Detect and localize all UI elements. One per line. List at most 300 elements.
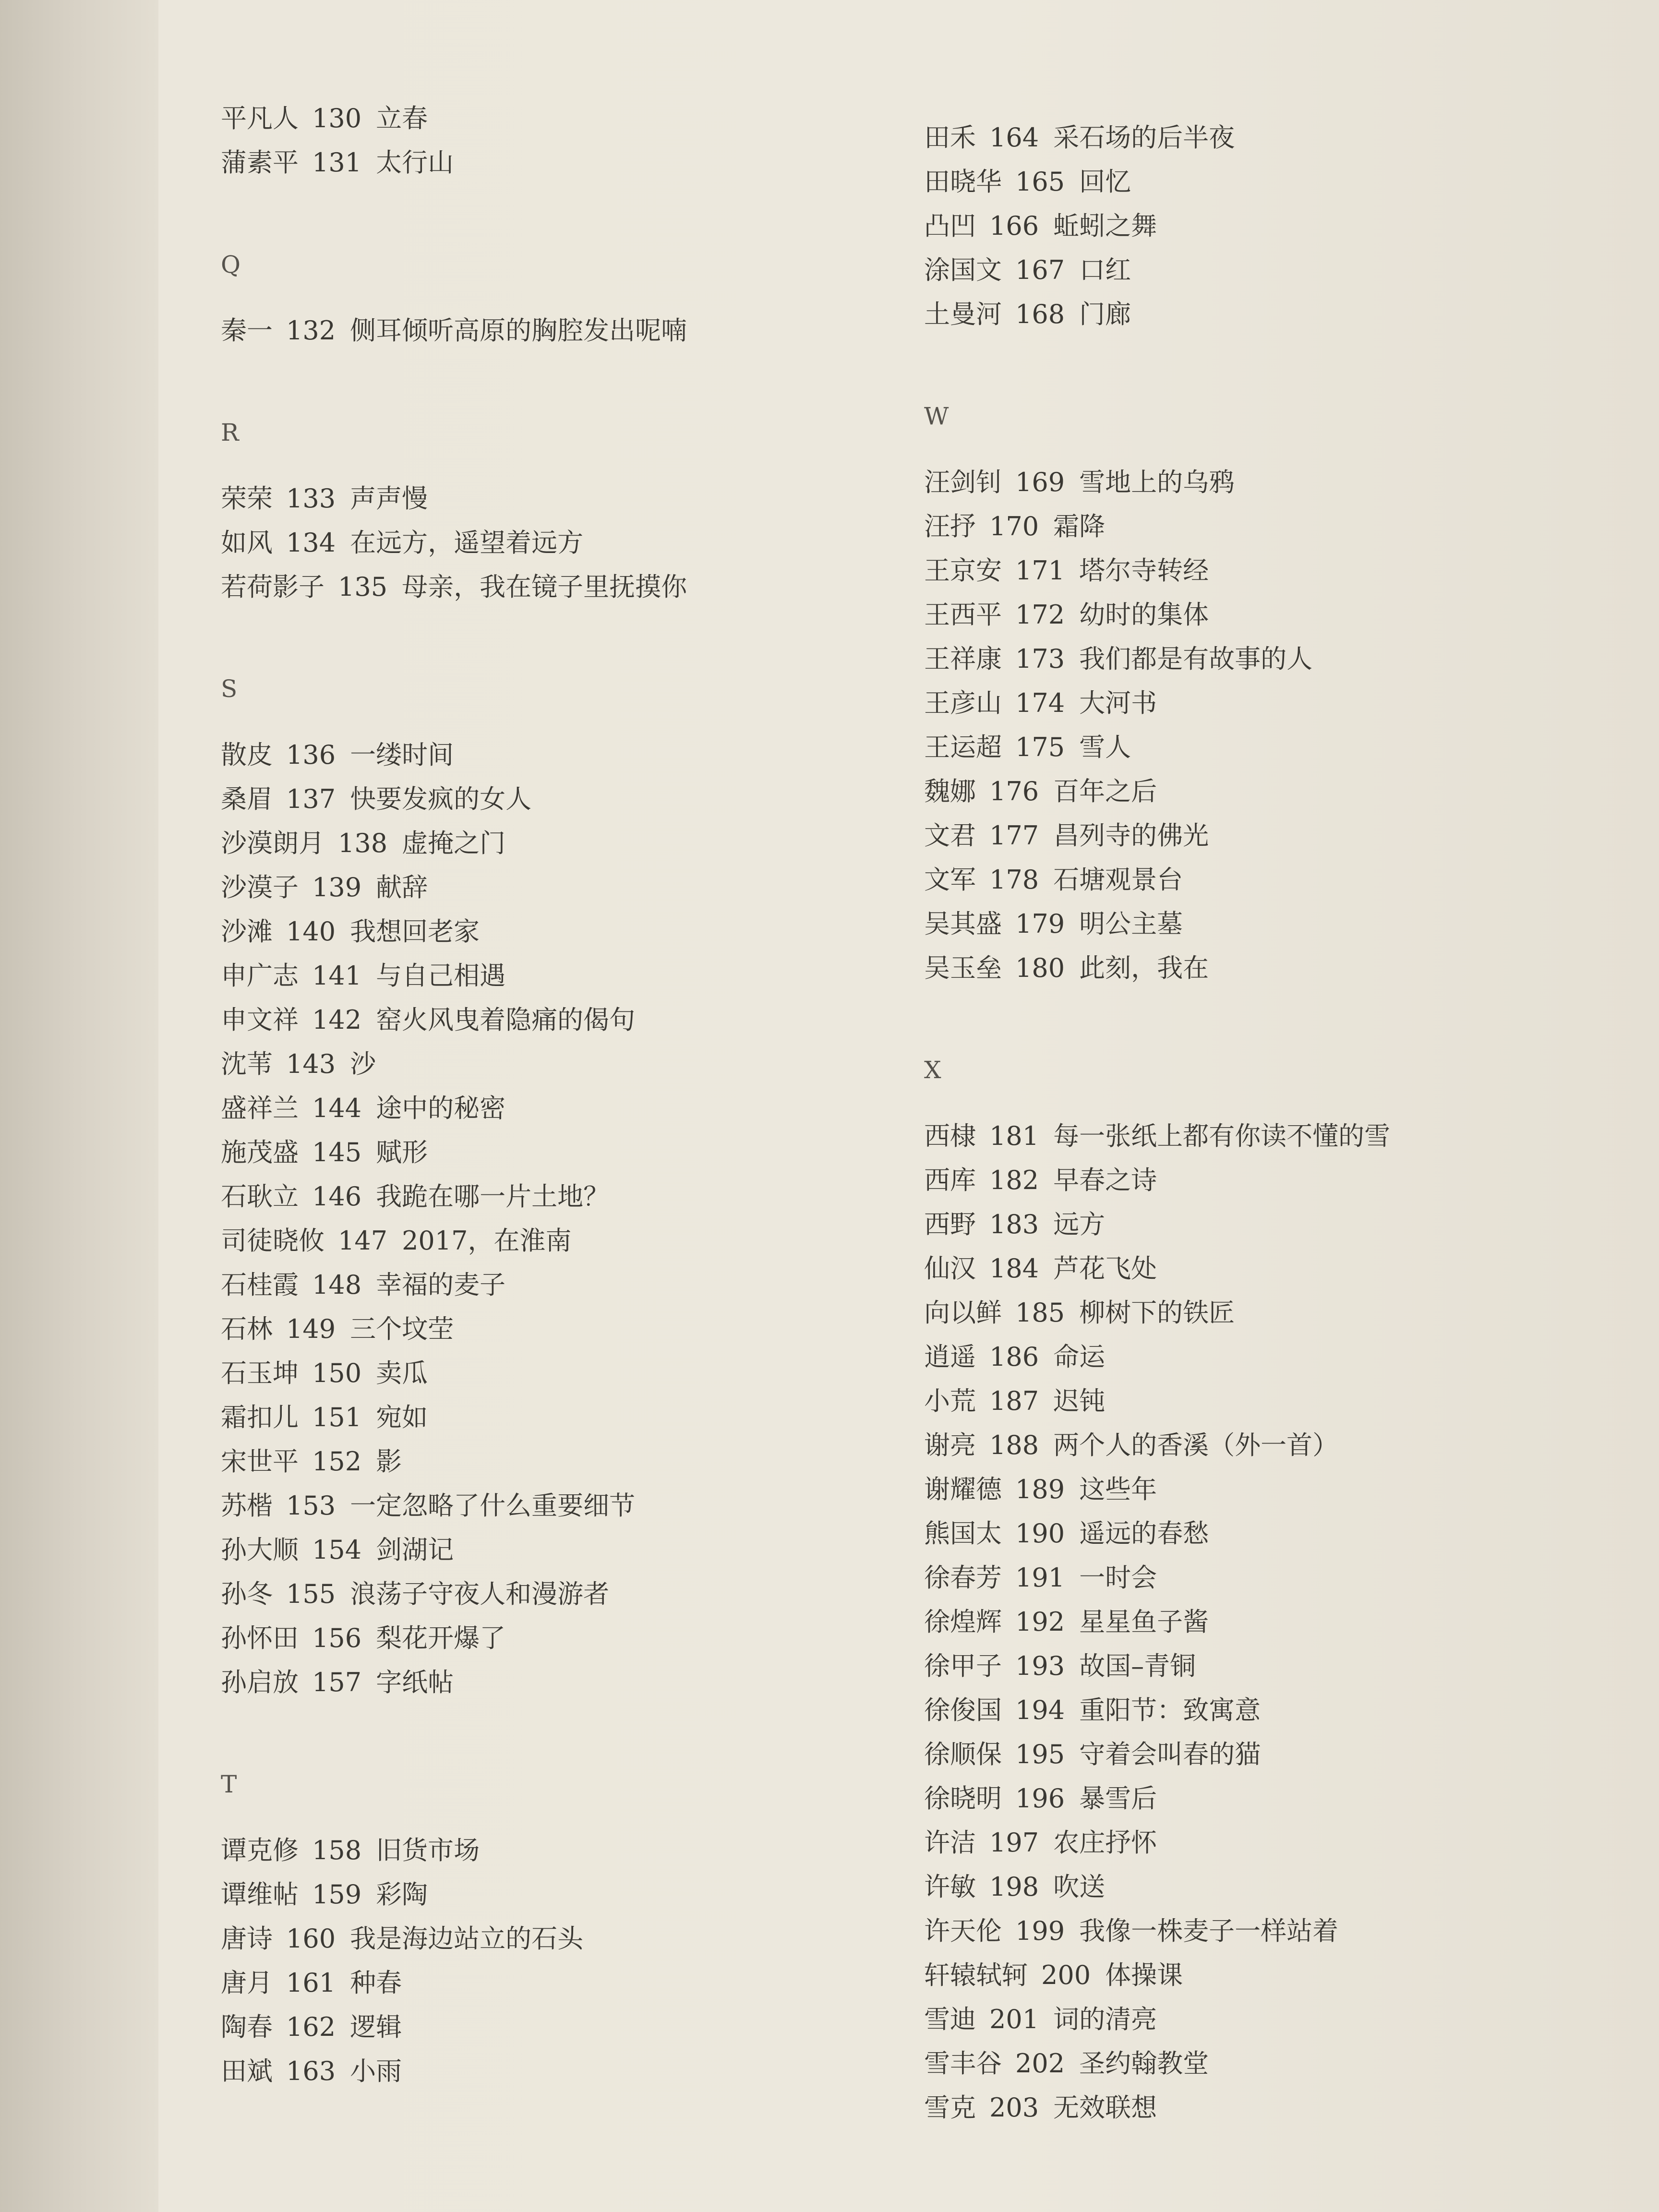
entry-page-number: 191 — [1015, 1563, 1065, 1593]
entry-author: 唐月 — [221, 1968, 273, 1998]
entry-page-number: 131 — [312, 147, 362, 178]
entry-page-number: 183 — [989, 1209, 1039, 1239]
index-entry — [924, 1609, 1209, 1635]
entry-page-number: 137 — [286, 784, 336, 814]
entry-title: 卖瓜 — [376, 1358, 428, 1388]
entry-author: 申广志 — [221, 961, 299, 991]
index-entry — [221, 1446, 402, 1477]
entry-title: 旧货市场 — [376, 1835, 480, 1865]
entry-title: 影 — [376, 1446, 402, 1477]
entry-page-number: 177 — [989, 820, 1039, 851]
index-entry — [221, 1667, 454, 1697]
index-entry — [221, 1493, 635, 1519]
entry-author: 吴其盛 — [924, 909, 1002, 939]
entry-title: 一定忽略了什么重要细节 — [350, 1491, 636, 1521]
entry-author: 申文祥 — [221, 1005, 299, 1035]
index-entry — [924, 1697, 1261, 1723]
index-entry — [924, 646, 1312, 672]
index-entry — [924, 1962, 1183, 1988]
entry-page-number: 189 — [1015, 1474, 1065, 1504]
entry-title: 石塘观景台 — [1053, 865, 1183, 895]
index-entry — [221, 1360, 428, 1386]
entry-author: 吴玉垒 — [924, 953, 1002, 983]
entry-author: 许洁 — [924, 1827, 976, 1858]
entry-author: 文军 — [924, 865, 976, 895]
entry-page-number: 158 — [312, 1835, 362, 1865]
entry-page-number: 147 — [338, 1226, 388, 1256]
entry-author: 徐甲子 — [924, 1651, 1002, 1681]
entry-page-number: 190 — [1015, 1518, 1065, 1549]
entry-page-number: 178 — [989, 865, 1039, 895]
entry-page-number: 165 — [1015, 167, 1065, 197]
entry-title: 母亲，我在镜子里抚摸你 — [402, 572, 687, 602]
index-entry — [221, 1625, 505, 1651]
entry-author: 熊国太 — [924, 1518, 1002, 1549]
index-letter-heading: S — [221, 675, 238, 703]
entry-title: 百年之后 — [1053, 776, 1157, 806]
entry-title: 口红 — [1079, 255, 1131, 285]
index-entry — [924, 734, 1131, 760]
entry-title: 此刻，我在 — [1079, 953, 1209, 983]
entry-page-number: 150 — [312, 1358, 362, 1388]
entry-page-number: 132 — [286, 315, 336, 346]
entry-author: 凸凹 — [924, 211, 976, 241]
entry-author: 谢耀德 — [924, 1474, 1002, 1504]
index-entry — [221, 916, 480, 947]
entry-page-number: 141 — [312, 961, 362, 991]
index-entry — [924, 1388, 1105, 1414]
entry-author: 沈苇 — [221, 1049, 273, 1079]
entry-author: 沙滩 — [221, 916, 273, 947]
entry-title: 圣约翰教堂 — [1079, 2048, 1209, 2079]
index-entry — [924, 1653, 1196, 1679]
entry-title: 幸福的麦子 — [376, 1270, 506, 1300]
entry-title: 我跪在哪一片土地？ — [376, 1181, 610, 1212]
entry-title: 命运 — [1053, 1342, 1106, 1372]
entry-page-number: 149 — [286, 1314, 336, 1344]
entry-author: 土曼河 — [924, 299, 1002, 329]
entry-author: 雪克 — [924, 2092, 976, 2123]
index-entry — [924, 2092, 1157, 2123]
entry-title: 采石场的后半夜 — [1053, 122, 1235, 153]
index-entry — [924, 1123, 1390, 1149]
entry-page-number: 156 — [312, 1623, 362, 1653]
entry-page-number: 154 — [312, 1535, 362, 1565]
entry-page-number: 142 — [312, 1005, 362, 1035]
entry-title: 浪荡子守夜人和漫游者 — [350, 1579, 610, 1609]
entry-page-number: 170 — [989, 511, 1039, 541]
index-entry — [221, 1051, 376, 1077]
index-entry — [221, 2014, 402, 2040]
entry-title: 重阳节：致寓意 — [1079, 1695, 1261, 1725]
entry-page-number: 196 — [1015, 1783, 1065, 1814]
index-entry — [924, 1432, 1338, 1458]
entry-page-number: 159 — [312, 1879, 362, 1910]
entry-title: 快要发疯的女人 — [350, 784, 532, 814]
entry-author: 宋世平 — [221, 1446, 299, 1477]
entry-author: 如风 — [221, 528, 273, 558]
index-letter-heading: R — [221, 419, 239, 446]
entry-author: 田斌 — [221, 2056, 273, 2086]
entry-title: 雪人 — [1079, 732, 1131, 762]
entry-title: 昌列寺的佛光 — [1053, 820, 1209, 851]
entry-author: 汪剑钊 — [924, 467, 1002, 497]
entry-page-number: 146 — [312, 1181, 362, 1212]
entry-author: 徐俊国 — [924, 1695, 1002, 1725]
entry-title: 2017，在淮南 — [402, 1226, 572, 1256]
entry-title: 梨花开爆了 — [376, 1623, 506, 1653]
entry-author: 荣荣 — [221, 483, 273, 514]
index-entry — [221, 315, 687, 346]
entry-author: 孙大顺 — [221, 1535, 299, 1565]
index-entry — [221, 1095, 505, 1121]
entry-author: 徐春芳 — [924, 1563, 1002, 1593]
index-entry — [924, 469, 1235, 495]
index-entry — [221, 2058, 402, 2084]
entry-title: 小雨 — [350, 2056, 402, 2086]
entry-title: 宛如 — [376, 1402, 428, 1432]
entry-page-number: 166 — [989, 211, 1039, 241]
entry-author: 许天伦 — [924, 1916, 1002, 1946]
index-entry — [221, 1537, 454, 1563]
index-entry — [924, 1874, 1105, 1900]
entry-page-number: 199 — [1015, 1916, 1065, 1946]
entry-author: 徐煌辉 — [924, 1607, 1002, 1637]
entry-author: 徐顺保 — [924, 1739, 1002, 1769]
index-entry — [221, 530, 583, 556]
index-entry — [221, 742, 454, 768]
index-entry — [924, 1518, 1209, 1549]
entry-page-number: 182 — [989, 1165, 1039, 1195]
entry-page-number: 185 — [1015, 1298, 1065, 1328]
entry-title: 塔尔寺转经 — [1079, 555, 1209, 586]
index-entry — [221, 147, 454, 178]
index-entry — [924, 1253, 1157, 1284]
index-entry — [924, 511, 1106, 541]
entry-title: 彩陶 — [376, 1879, 428, 1910]
index-entry — [221, 1835, 480, 1865]
entry-title: 一缕时间 — [350, 740, 454, 770]
entry-page-number: 181 — [989, 1121, 1039, 1151]
entry-page-number: 174 — [1015, 688, 1065, 718]
entry-title: 故国–青铜 — [1079, 1651, 1196, 1681]
entry-author: 盛祥兰 — [221, 1093, 299, 1123]
entry-title: 词的清亮 — [1053, 2004, 1157, 2034]
index-entry — [221, 1228, 572, 1254]
entry-page-number: 172 — [1015, 600, 1065, 630]
entry-title: 迟钝 — [1053, 1386, 1106, 1416]
entry-page-number: 153 — [286, 1491, 336, 1521]
entry-author: 向以鲜 — [924, 1298, 1002, 1328]
entry-page-number: 161 — [286, 1968, 336, 1998]
entry-title: 回忆 — [1079, 167, 1131, 197]
index-entry — [221, 1316, 454, 1342]
entry-page-number: 171 — [1015, 555, 1065, 586]
index-entry — [924, 1739, 1261, 1769]
entry-title: 立春 — [376, 103, 428, 133]
entry-author: 陶春 — [221, 2012, 273, 2042]
entry-author: 苏楷 — [221, 1491, 273, 1521]
index-entry — [924, 602, 1209, 628]
entry-author: 许敏 — [924, 1872, 976, 1902]
entry-title: 两个人的香溪（外一首） — [1053, 1430, 1339, 1460]
entry-page-number: 192 — [1015, 1607, 1065, 1637]
entry-page-number: 145 — [312, 1137, 362, 1167]
entry-author: 仙汉 — [924, 1253, 976, 1284]
index-entry — [221, 786, 531, 812]
entry-page-number: 187 — [989, 1386, 1039, 1416]
entry-author: 蒲素平 — [221, 147, 299, 178]
entry-author: 西棣 — [924, 1121, 976, 1151]
entry-page-number: 152 — [312, 1446, 362, 1477]
index-entry — [924, 301, 1131, 327]
entry-author: 若荷影子 — [221, 572, 325, 602]
index-entry — [924, 1474, 1157, 1504]
entry-author: 逍遥 — [924, 1342, 976, 1372]
entry-title: 一时会 — [1079, 1563, 1157, 1593]
index-entry — [924, 690, 1157, 716]
index-entry — [221, 1402, 428, 1432]
entry-page-number: 157 — [312, 1667, 362, 1697]
entry-page-number: 162 — [286, 2012, 336, 2042]
entry-title: 这些年 — [1079, 1474, 1157, 1504]
entry-page-number: 143 — [286, 1049, 336, 1079]
entry-title: 虚掩之门 — [402, 828, 506, 858]
entry-page-number: 198 — [989, 1872, 1039, 1902]
index-entry — [924, 257, 1131, 283]
entry-page-number: 202 — [1015, 2048, 1065, 2079]
entry-author: 徐晓明 — [924, 1783, 1002, 1814]
entry-page-number: 194 — [1015, 1695, 1065, 1725]
entry-author: 散皮 — [221, 740, 273, 770]
entry-title: 守着会叫春的猫 — [1079, 1739, 1261, 1769]
index-entry — [924, 122, 1235, 153]
entry-author: 沙漠朗月 — [221, 828, 325, 858]
entry-author: 唐诗 — [221, 1923, 273, 1954]
index-entry — [221, 830, 505, 856]
index-entry — [221, 1137, 428, 1167]
entry-author: 施茂盛 — [221, 1137, 299, 1167]
entry-title: 赋形 — [376, 1137, 428, 1167]
entry-page-number: 167 — [1015, 255, 1065, 285]
entry-title: 遥远的春愁 — [1079, 1518, 1209, 1549]
entry-author: 秦一 — [221, 315, 273, 346]
entry-title: 在远方，遥望着远方 — [350, 528, 584, 558]
entry-page-number: 133 — [286, 483, 336, 514]
entry-page-number: 168 — [1015, 299, 1065, 329]
entry-title: 暴雪后 — [1079, 1783, 1157, 1814]
entry-page-number: 148 — [312, 1270, 362, 1300]
entry-author: 司徒晓攸 — [221, 1226, 325, 1256]
index-letter-heading: T — [221, 1770, 237, 1798]
index-entry — [221, 1879, 428, 1910]
index-entry — [221, 1181, 610, 1212]
entry-author: 西库 — [924, 1165, 976, 1195]
entry-title: 途中的秘密 — [376, 1093, 506, 1123]
entry-author: 石玉坤 — [221, 1358, 299, 1388]
index-entry — [924, 2004, 1157, 2034]
index-entry — [221, 1007, 635, 1033]
entry-author: 汪抒 — [924, 511, 976, 541]
index-letter-heading: W — [924, 402, 949, 430]
entry-title: 三个坟茔 — [350, 1314, 454, 1344]
entry-author: 西野 — [924, 1209, 976, 1239]
entry-author: 王运超 — [924, 732, 1002, 762]
index-entry — [221, 1923, 584, 1954]
entry-page-number: 144 — [312, 1093, 362, 1123]
entry-title: 明公主墓 — [1079, 909, 1183, 939]
index-entry — [221, 1970, 402, 1996]
entry-title: 我们都是有故事的人 — [1079, 644, 1313, 674]
entry-page-number: 195 — [1015, 1739, 1065, 1769]
entry-page-number: 155 — [286, 1579, 336, 1609]
entry-title: 吹送 — [1053, 1872, 1106, 1902]
entry-page-number: 193 — [1015, 1651, 1065, 1681]
entry-page-number: 188 — [989, 1430, 1039, 1460]
entry-title: 种春 — [350, 1968, 402, 1998]
index-entry — [221, 1272, 505, 1298]
entry-title: 农庄抒怀 — [1053, 1827, 1157, 1858]
entry-author: 王京安 — [924, 555, 1002, 586]
index-entry — [221, 483, 428, 514]
entry-title: 霜降 — [1053, 511, 1106, 541]
entry-page-number: 201 — [989, 2004, 1039, 2034]
index-entry — [924, 911, 1183, 937]
entry-title: 我是海边站立的石头 — [350, 1923, 584, 1954]
index-entry — [924, 1300, 1235, 1326]
entry-author: 孙启放 — [221, 1667, 299, 1697]
entry-page-number: 164 — [989, 122, 1039, 153]
entry-title: 字纸帖 — [376, 1667, 454, 1697]
index-entry — [924, 1918, 1338, 1944]
index-entry — [221, 574, 687, 600]
entry-title: 大河书 — [1079, 688, 1157, 718]
index-entry — [924, 1209, 1106, 1239]
entry-author: 涂国文 — [924, 255, 1002, 285]
entry-author: 石耿立 — [221, 1181, 299, 1212]
entry-title: 我像一株麦子一样站着 — [1079, 1916, 1339, 1946]
entry-author: 王祥康 — [924, 644, 1002, 674]
index-column-left — [221, 0, 917, 2212]
entry-author: 石桂霞 — [221, 1270, 299, 1300]
entry-title: 体操课 — [1105, 1960, 1183, 1990]
entry-author: 石林 — [221, 1314, 273, 1344]
entry-title: 侧耳倾听高原的胸腔发出呢喃 — [350, 315, 687, 346]
entry-title: 声声慢 — [350, 483, 428, 514]
entry-title: 太行山 — [376, 147, 454, 178]
entry-title: 无效联想 — [1053, 2092, 1157, 2123]
entry-page-number: 139 — [312, 872, 362, 902]
entry-title: 门廊 — [1079, 299, 1131, 329]
entry-title: 沙 — [350, 1049, 376, 1079]
entry-title: 芦花飞处 — [1053, 1253, 1157, 1284]
index-letter-heading: X — [924, 1056, 941, 1084]
entry-title: 剑湖记 — [376, 1535, 454, 1565]
entry-title: 献辞 — [376, 872, 428, 902]
entry-page-number: 203 — [989, 2092, 1039, 2123]
entry-title: 早春之诗 — [1053, 1165, 1157, 1195]
entry-author: 桑眉 — [221, 784, 273, 814]
entry-title: 远方 — [1053, 1209, 1106, 1239]
entry-title: 我想回老家 — [350, 916, 480, 947]
entry-author: 沙漠子 — [221, 872, 299, 902]
index-entry — [924, 213, 1157, 239]
index-entry — [221, 872, 428, 902]
entry-author: 谢亮 — [924, 1430, 976, 1460]
entry-author: 孙怀田 — [221, 1623, 299, 1653]
index-letter-heading: Q — [221, 251, 240, 278]
index-entry — [924, 2048, 1209, 2079]
entry-author: 魏娜 — [924, 776, 976, 806]
entry-page-number: 140 — [286, 916, 336, 947]
entry-author: 谭维帖 — [221, 1879, 299, 1910]
entry-page-number: 200 — [1041, 1960, 1091, 1990]
entry-page-number: 180 — [1015, 953, 1065, 983]
entry-author: 王彦山 — [924, 688, 1002, 718]
entry-author: 王西平 — [924, 600, 1002, 630]
entry-author: 孙冬 — [221, 1579, 273, 1609]
entry-title: 雪地上的乌鸦 — [1079, 467, 1235, 497]
index-entry — [924, 555, 1209, 586]
page-gutter-shadow — [0, 0, 158, 2212]
entry-page-number: 179 — [1015, 909, 1065, 939]
index-entry — [924, 1827, 1157, 1858]
entry-page-number: 138 — [338, 828, 388, 858]
entry-author: 雪迪 — [924, 2004, 976, 2034]
entry-page-number: 160 — [286, 1923, 336, 1954]
entry-author: 霜扣儿 — [221, 1402, 299, 1432]
entry-page-number: 135 — [338, 572, 388, 602]
index-entry — [924, 1344, 1105, 1370]
entry-page-number: 169 — [1015, 467, 1065, 497]
entry-page-number: 134 — [286, 528, 336, 558]
entry-page-number: 175 — [1015, 732, 1065, 762]
entry-page-number: 151 — [312, 1402, 362, 1432]
entry-title: 逻辑 — [350, 2012, 402, 2042]
entry-page-number: 184 — [989, 1253, 1039, 1284]
entry-title: 与自己相遇 — [376, 961, 506, 991]
index-column-right — [924, 0, 1620, 2212]
entry-author: 雪丰谷 — [924, 2048, 1002, 2079]
entry-title: 幼时的集体 — [1079, 600, 1209, 630]
entry-page-number: 136 — [286, 740, 336, 770]
entry-author: 轩辕轼轲 — [924, 1960, 1028, 1990]
entry-author: 小荒 — [924, 1386, 976, 1416]
entry-page-number: 163 — [286, 2056, 336, 2086]
entry-author: 田晓华 — [924, 167, 1002, 197]
entry-page-number: 197 — [989, 1827, 1039, 1858]
index-entry — [924, 1783, 1157, 1814]
entry-author: 田禾 — [924, 122, 976, 153]
entry-author: 文君 — [924, 820, 976, 851]
index-entry — [221, 1581, 609, 1607]
entry-page-number: 130 — [312, 103, 362, 133]
entry-author: 平凡人 — [221, 103, 299, 133]
entry-page-number: 173 — [1015, 644, 1065, 674]
entry-page-number: 176 — [989, 776, 1039, 806]
index-entry — [924, 1167, 1157, 1193]
index-entry — [924, 867, 1183, 893]
index-entry — [924, 776, 1157, 806]
index-entry — [924, 820, 1209, 851]
entry-author: 谭克修 — [221, 1835, 299, 1865]
entry-title: 每一张纸上都有你读不懂的雪 — [1053, 1121, 1391, 1151]
entry-page-number: 186 — [989, 1342, 1039, 1372]
index-entry — [924, 1565, 1157, 1591]
index-entry — [924, 169, 1131, 195]
entry-title: 柳树下的铁匠 — [1079, 1298, 1235, 1328]
entry-title: 星星鱼子酱 — [1079, 1607, 1209, 1637]
